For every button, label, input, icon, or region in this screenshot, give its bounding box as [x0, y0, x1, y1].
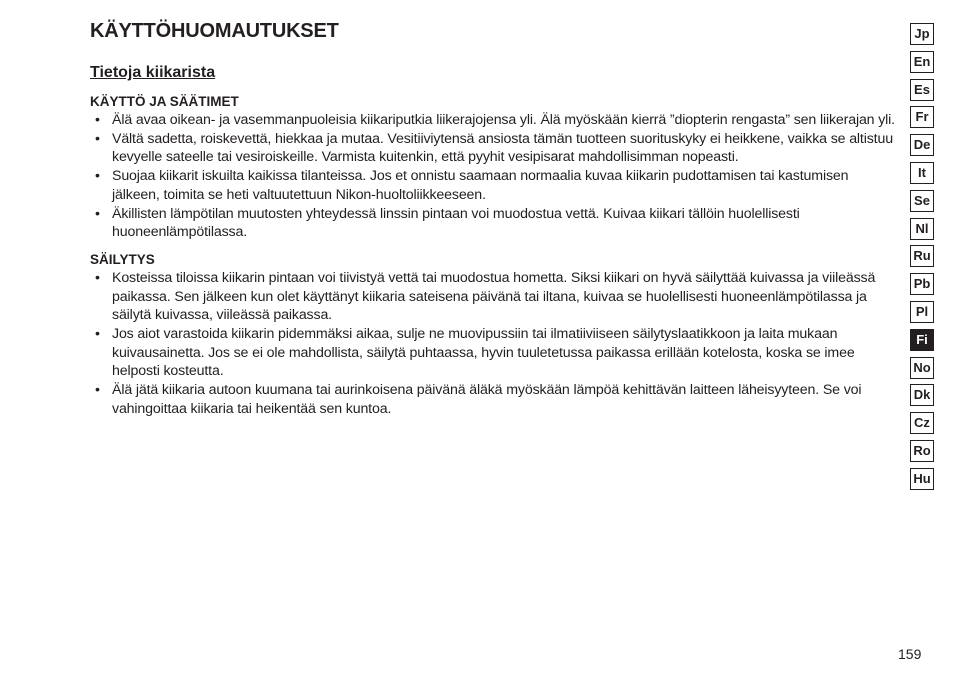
bullet-icon: • [95, 168, 100, 185]
bullet-icon: • [95, 326, 100, 343]
list-item [90, 111, 898, 130]
list-item [90, 269, 898, 325]
list-item [90, 381, 898, 418]
language-tab-fr[interactable]: Fr [910, 106, 934, 128]
list-item-text: Kosteissa tiloissa kiikarin pintaan voi tiivistyä vettä tai muodostua homettа. Siksi kiikari on hyvä säilyttää kuivassa ja viileässä paikassa. Sen jälkeen kun olet käyttänyt kiikaria sateisena päivänä tai iltana, kuivaa se huolellisesti huoneenlämpötilassa ja säilytä kuivassa, viileässä paikassa. [112, 269, 876, 324]
list-item [90, 167, 898, 204]
section-title: Tietoja kiikarista [90, 64, 216, 81]
page-title: KÄYTTÖHUOMAUTUKSET [90, 20, 339, 42]
language-tab-dk[interactable]: Dk [910, 384, 934, 406]
bullet-icon: • [95, 205, 100, 222]
language-tab-jp[interactable]: Jp [910, 23, 934, 45]
subsection-heading-use-and-controls: KÄYTTÖ JA SÄÄTIMET [90, 94, 239, 109]
subsection-heading-storage: SÄILYTYS [90, 251, 155, 267]
language-tab-it[interactable]: It [910, 162, 934, 184]
language-tab-pb[interactable]: Pb [910, 273, 934, 295]
language-tab-ru[interactable]: Ru [910, 245, 934, 267]
language-tab-no[interactable]: No [910, 357, 934, 379]
language-tab-se[interactable]: Se [910, 190, 934, 212]
list-item [90, 205, 898, 242]
page-number: 159 [898, 646, 922, 662]
bullet-icon: • [95, 269, 100, 286]
list-item-text: Suojaa kiikarit iskuilta kaikissa tilanteissa. Jos et onnistu saamaan normaalia kuvaa kiikarin pudottamisen tai kastumisen jälkeen, toimita se heti valtuutettuun Nikon-huoltoliikkeeseen. [112, 168, 849, 203]
list-item-text: Äkillisten lämpötilan muutosten yhteydessä linssin pintaan voi muodostua vettä. Kuivaa kiikari tällöin huolellisesti huoneenlämpötilassa. [112, 205, 800, 241]
language-tab-fi[interactable]: Fi [910, 329, 934, 351]
use-and-controls-list [90, 111, 898, 242]
storage-list [90, 269, 898, 419]
bullet-icon: • [95, 382, 100, 399]
bullet-icon: • [95, 130, 100, 147]
language-tab-ro[interactable]: Ro [910, 440, 934, 462]
language-tab-es[interactable]: Es [910, 79, 934, 101]
language-tab-nl[interactable]: Nl [910, 218, 934, 240]
list-item-text: Vältä sadetta, roiskevettä, hiekkaa ja mutaa. Vesitiiviytensä ansiosta tämän tuotteen suorituskyky ei heikkene, vaikka se altistuu kevyelle sateelle tai vesiroiskeille. Varmista kuitenkin, että pyyhit vesipisarat mahdollisimman nopeasti. [112, 130, 893, 166]
list-item [90, 325, 898, 381]
list-item-text: Älä avaa oikean- ja vasemmanpuoleisia kiikariputkia liikerajojensa yli. Älä myöskään kierrä ”diopterin rengasta” sen liikerajan yli. [112, 112, 895, 128]
list-item-text: Jos aiot varastoida kiikarin pidemmäksi aikaa, sulje ne muovipussiin tai ilmatiiviiseen säilytyslaatikkoon ja laita mukaan kuivausainetta. Jos se ei ole mahdollista, säilytä puhtaassa, hyvin tuuletetussa paikassa erillään kotelosta, koska se imee helposti kosteutta. [112, 326, 855, 380]
language-tab-cz[interactable]: Cz [910, 412, 934, 434]
language-tab-de[interactable]: De [910, 134, 934, 156]
list-item-text: Älä jätä kiikaria autoon kuumana tai aurinkoisena päivänä äläkä myöskään lämpöä kehittävän laitteen läheisyyteen. Se voi vahingoittaa kiikaria tai heikentää sen kuntoa. [112, 382, 862, 417]
bullet-icon: • [95, 112, 100, 128]
language-tabs [910, 23, 934, 496]
language-tab-pl[interactable]: Pl [910, 301, 934, 323]
language-tab-en[interactable]: En [910, 51, 934, 73]
page-content [90, 18, 898, 419]
list-item [90, 130, 898, 167]
language-tab-hu[interactable]: Hu [910, 468, 934, 490]
